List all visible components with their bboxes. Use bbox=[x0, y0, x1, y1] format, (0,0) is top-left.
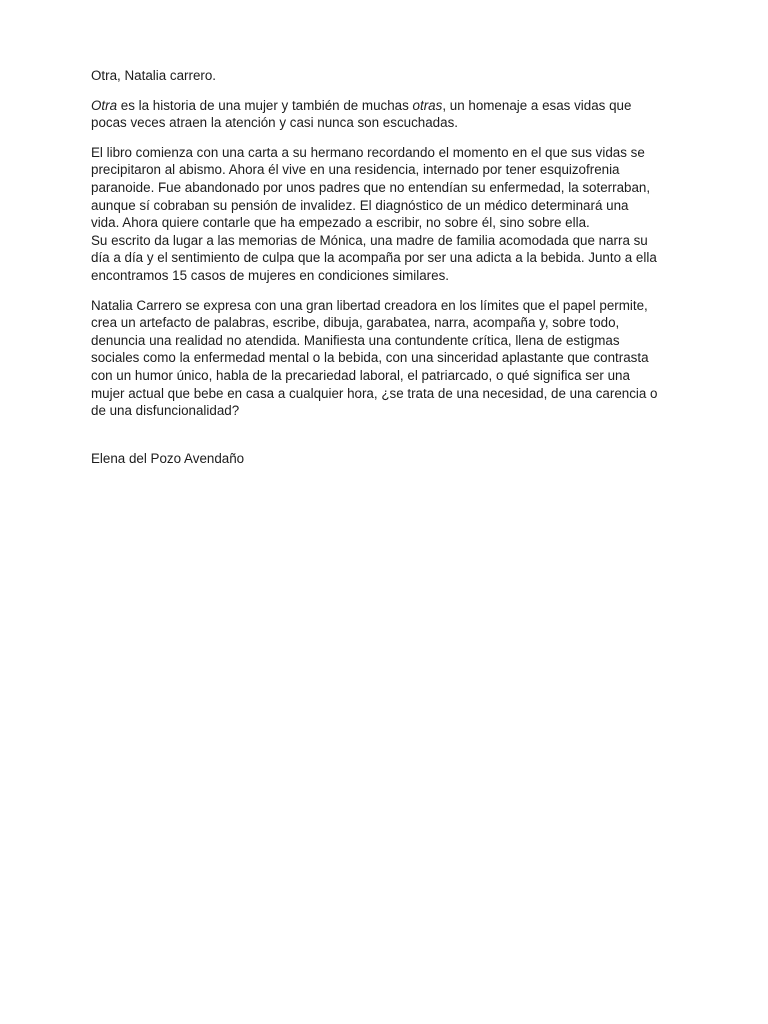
paragraph-2-line: aunque sí cobraban su pensión de invalidez. El diagnóstico de un médico determinará una bbox=[91, 197, 629, 213]
paragraph-3 bbox=[91, 297, 711, 420]
paragraph-2-line: precipitaron al abismo. Ahora él vive en una residencia, internado por tener esquizofrenia bbox=[91, 162, 620, 178]
paragraph-3-line: Natalia Carrero se expresa con una gran libertad creadora en los límites que el papel permite, bbox=[91, 297, 648, 313]
paragraph-2-line: vida. Ahora quiere contarle que ha empezado a escribir, no sobre él, sino sobre ella. bbox=[91, 215, 590, 231]
paragraph-3-line: con un humor único, habla de la precariedad laboral, el patriarcado, o qué significa ser una bbox=[91, 367, 630, 383]
paragraph-3-line: sociales como la enfermedad mental o la bebida, con una sinceridad aplastante que contrasta bbox=[91, 350, 649, 366]
otras-italic: otras bbox=[412, 97, 443, 113]
paragraph-3-line: mujer actual que bebe en casa a cualquier hora, ¿se trata de una necesidad, de una carencia o bbox=[91, 385, 658, 401]
intro-line-1-middle: es la historia de una mujer y también de muchas bbox=[117, 97, 413, 113]
intro-line-1-end: , un homenaje a esas vidas que bbox=[442, 97, 632, 113]
paragraph-3-line: de una disfuncionalidad? bbox=[91, 403, 240, 419]
document-heading bbox=[91, 67, 711, 85]
paragraph-2-line: El libro comienza con una carta a su hermano recordando el momento en el que sus vidas se bbox=[91, 144, 645, 160]
paragraph-2-line: día a día y el sentimiento de culpa que la acompaña por ser una adicta a la bebida. Junto a ella bbox=[91, 250, 657, 266]
paragraph-3-line: crea un artefacto de palabras, escribe, dibuja, garabatea, narra, acompaña y, sobre todo, bbox=[91, 315, 620, 331]
intro-paragraph bbox=[91, 97, 711, 132]
paragraph-3-line: denuncia una realidad no atendida. Manifiesta una contundente crítica, llena de estigmas bbox=[91, 332, 620, 348]
paragraph-2 bbox=[91, 144, 711, 285]
document-page bbox=[91, 67, 711, 467]
intro-line-2: pocas veces atraen la atención y casi nunca son escuchadas. bbox=[91, 115, 458, 131]
intro-line-1 bbox=[91, 97, 711, 115]
heading-text: Otra, Natalia carrero. bbox=[91, 68, 217, 83]
paragraph-2-line: encontramos 15 casos de mujeres en condiciones similares. bbox=[91, 267, 450, 283]
book-title-italic: Otra bbox=[91, 97, 118, 113]
author-signature bbox=[91, 450, 711, 468]
paragraph-2-line: paranoide. Fue abandonado por unos padres que no entendían su enfermedad, la soterraban, bbox=[91, 179, 651, 195]
paragraph-2-line: Su escrito da lugar a las memorias de Mónica, una madre de familia acomodada que narra su bbox=[91, 232, 648, 248]
signature-text: Elena del Pozo Avendaño bbox=[91, 450, 245, 466]
